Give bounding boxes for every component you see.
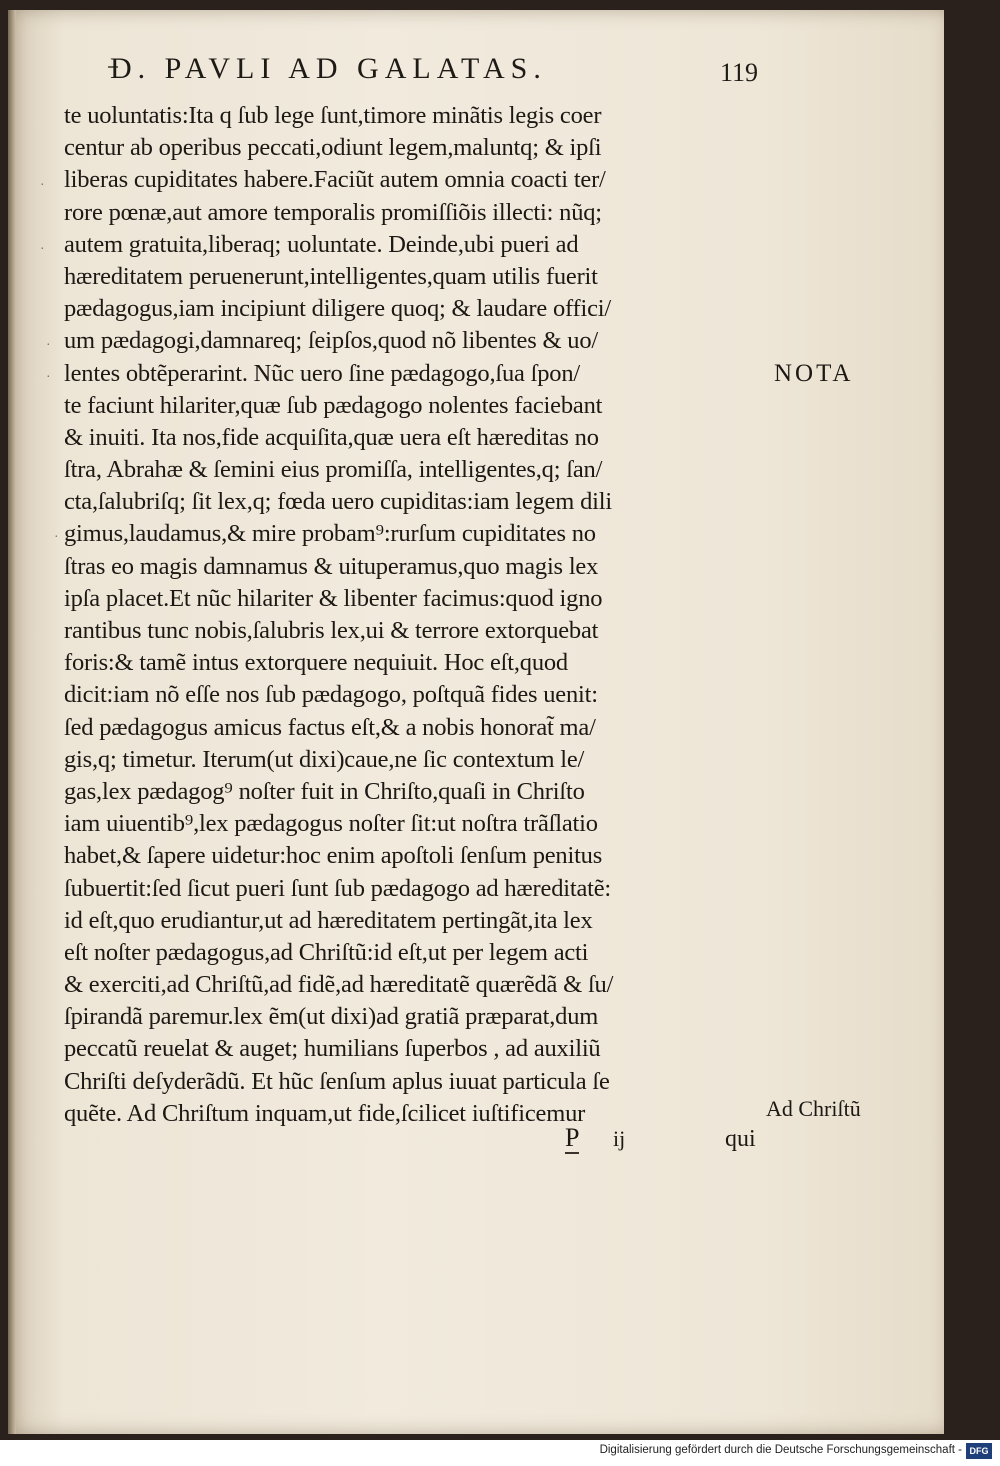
text-line: gis,q; timetur. Iterum(ut dixi)caue,ne ſic contextum le/: [64, 745, 585, 773]
text-line: ſtra, Abrahæ & ſemini eius promiſſa, intelligentes,q; ſan/: [64, 456, 603, 484]
text-line: lentes obtẽperarint. Nũc uero ſine pædagogo,ſua ſpon/: [64, 359, 581, 387]
text-line: foris:& tamẽ intus extorquere nequiuit. Hoc eſt,quod: [64, 649, 568, 677]
text-line: & exerciti,ad Chriſtũ,ad fidẽ,ad hæreditatẽ quærẽdã & ſu/: [64, 971, 614, 999]
text-line: te faciunt hilariter,quæ ſub pædagogo nolentes faciebant: [64, 391, 603, 419]
text-line: cta,ſalubriſq; ſit lex,q; fœda uero cupiditas:iam legem dili: [64, 488, 612, 516]
footer-bar: [0, 1440, 1000, 1466]
margin-mark: ·: [46, 370, 51, 385]
text-line: pædagogus,iam incipiunt diligere quoq; & laudare offici/: [64, 295, 611, 323]
text-line: gimus,laudamus,& mire probam⁹:rurſum cupiditates no: [64, 520, 596, 548]
text-line: dicit:iam nõ eſſe nos ſub pædagogo, poſtquã fides uenit:: [64, 681, 598, 709]
text-line: rore pœnæ,aut amore temporalis promiſſiõis illecti: nũq;: [64, 198, 602, 226]
text-line: ipſa placet.Et nũc hilariter & libenter facimus:quod igno: [64, 584, 603, 612]
text-line: ſed pædagogus amicus factus eſt,& a nobis honorat̃ ma/: [64, 713, 596, 741]
text-line: & inuiti. Ita nos,fide acquiſita,quæ uera eſt hæreditas no: [64, 423, 599, 451]
dfg-logo: DFG: [966, 1443, 992, 1459]
text-line: quẽte. Ad Chriſtum inquam,ut fide,ſcilicet iuſtificemur: [64, 1099, 586, 1127]
page-gutter-edge: [8, 10, 16, 1434]
text-line: rantibus tunc nobis,ſalubris lex,ui & terrore extorquebat: [64, 617, 599, 644]
catchline: [565, 1124, 775, 1158]
text-line: eſt noſter pædagogus,ad Chriſtũ:id eſt,ut per legem acti: [64, 938, 589, 966]
margin-note-nota: NOTA: [774, 360, 854, 387]
text-line: liberas cupiditates habere.Faciũt autem omnia coacti ter/: [64, 166, 606, 194]
text-line: um pædagogi,damnareq; ſeipſos,quod nõ libentes & uo/: [64, 327, 598, 355]
text-line: centur ab operibus peccati,odiunt legem,maluntq; & ipſi: [64, 134, 602, 162]
text-line: id eſt,quo erudiantur,ut ad hæreditatem pertingãt,ita lex: [64, 906, 593, 934]
main-text-block: [64, 100, 764, 1130]
text-line: autem gratuita,liberaq; uoluntate. Deinde,ubi pueri ad: [64, 230, 579, 258]
running-head: D. PAVLI AD GALATAS.: [110, 52, 547, 85]
text-line: ſpirandã paremur.lex ẽm(ut dixi)ad gratiã præparat,dum: [64, 1003, 599, 1031]
text-line: hæreditatem peruenerunt,intelligentes,quam utilis fuerit: [64, 262, 598, 290]
text-line: habet,& ſapere uidetur:hoc enim apoſtoli ſenſum penitus: [64, 842, 603, 870]
margin-mark: ·: [54, 530, 59, 545]
signature-number: ij: [613, 1126, 626, 1151]
text-line: ſtras eo magis damnamus & uituperamus,quo magis lex: [64, 552, 599, 580]
margin-mark: ·: [40, 242, 45, 257]
folio-number: 119: [720, 58, 759, 87]
text-line: iam uiuentib⁹,lex pædagogus noſter ſit:ut noſtra trãſlatio: [64, 810, 598, 838]
text-line: peccatũ reuelat & auget; humilians ſuperbos , ad auxiliũ: [64, 1035, 601, 1063]
margin-mark: ·: [46, 338, 51, 353]
catchword: qui: [725, 1126, 756, 1152]
signature-mark: P: [565, 1123, 580, 1152]
text-line: gas,lex pædagog⁹ noſter fuit in Chriſto,quaſi in Chriſto: [64, 777, 585, 805]
text-line: Chriſti deſyderãdũ. Et hũc ſenſum aplus iuuat particula ſe: [64, 1067, 610, 1095]
funding-credit: Digitalisierung gefördert durch die Deutsche Forschungsgemeinschaft -: [599, 1444, 962, 1456]
margin-note-ad-christum: Ad Chriſtũ: [766, 1096, 861, 1121]
text-line: te uoluntatis:Ita q ſub lege ſunt,timore minãtis legis coer: [64, 102, 602, 129]
text-line: ſubuertit:ſed ſicut pueri ſunt ſub pædagogo ad hæreditatẽ:: [64, 874, 612, 902]
margin-mark: ·: [40, 178, 45, 193]
